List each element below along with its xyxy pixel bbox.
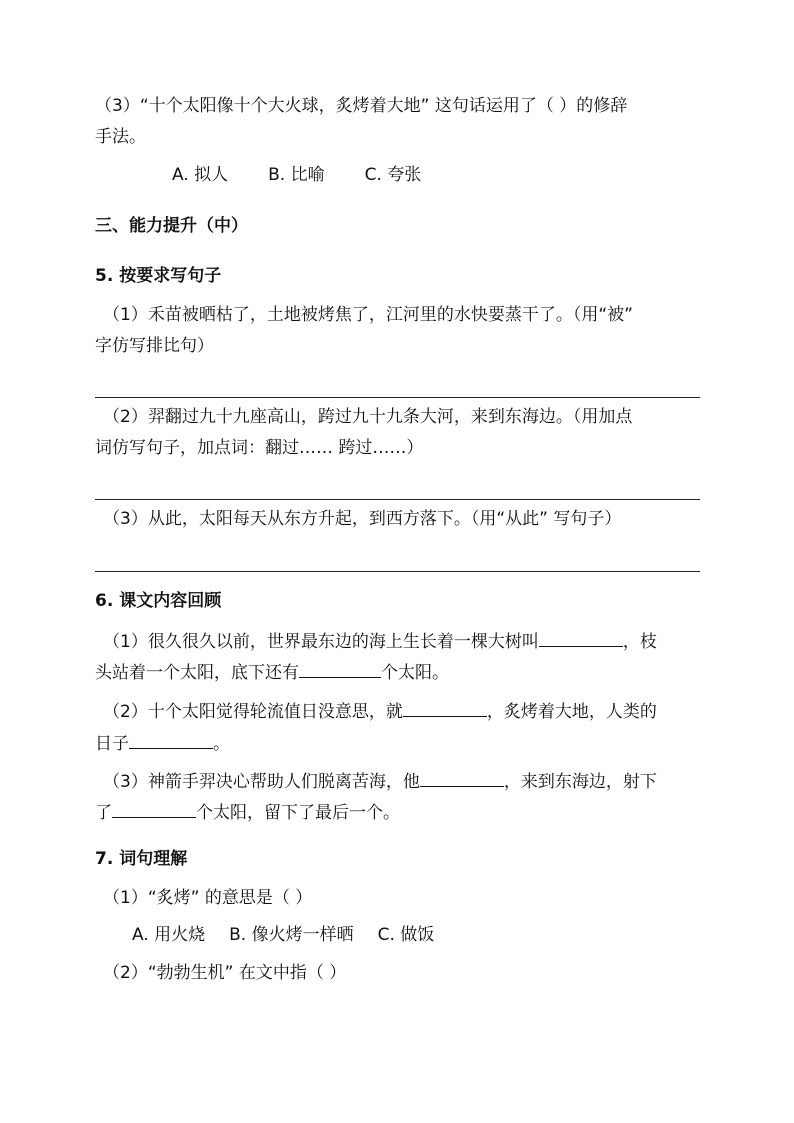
q6-item2-text-a: （2）十个太阳觉得轮流值日没意思，就	[103, 702, 403, 722]
q6-item1-text-b: ，枝	[622, 632, 657, 652]
q7-option-c[interactable]: C. 做饭	[377, 925, 435, 945]
q5-item1-line2: 字仿写排比句）	[95, 336, 214, 356]
q6-item1-line2	[95, 659, 449, 685]
q7-item1-options	[132, 923, 434, 947]
q7-option-b[interactable]: B. 像火烤一样晒	[229, 925, 354, 945]
q5-title: 5. 按要求写句子	[95, 266, 222, 286]
q3-line1: （3）“十个太阳像十个大火球，炙烤着大地” 这句话运用了（ ）的修辞	[95, 96, 628, 116]
q6-item3-line2	[95, 799, 400, 825]
answer-line[interactable]	[95, 499, 700, 500]
fill-blank[interactable]	[299, 659, 381, 678]
fill-blank[interactable]	[129, 730, 213, 749]
q6-item1-text-a: （1）很久很久以前，世界最东边的海上生长着一棵大树叫	[103, 632, 539, 652]
q6-item3-text-a: （3）神箭手羿决心帮助人们脱离苦海，他	[103, 772, 420, 792]
fill-blank[interactable]	[112, 799, 196, 818]
q6-item1-line1	[103, 628, 657, 654]
answer-line[interactable]	[95, 397, 700, 398]
q6-item2-text-c: 日子	[95, 734, 129, 754]
q6-item1-text-c: 头站着一个太阳，底下还有	[95, 663, 299, 683]
q5-item1-line1: （1）禾苗被晒枯了，土地被烤焦了，江河里的水快要蒸干了。（用“被”	[103, 305, 633, 325]
q6-item2-line2	[95, 730, 230, 756]
q6-item2-text-d: 。	[213, 734, 230, 754]
q3-line2: 手法。	[95, 127, 146, 147]
q5-item2-line1: （2）羿翻过九十九座高山，跨过九十九条大河，来到东海边。（用加点	[103, 407, 633, 427]
q6-item3-text-d: 个太阳，留下了最后一个。	[196, 803, 400, 823]
q7-item1: （1）“炙烤” 的意思是（ ）	[103, 888, 313, 908]
q6-item2-text-b: ，炙烤着大地，人类的	[486, 702, 657, 722]
answer-line[interactable]	[95, 571, 700, 572]
q6-item1-text-d: 个太阳。	[381, 663, 449, 683]
q3-options	[172, 163, 421, 187]
q6-item3-text-c: 了	[95, 803, 112, 823]
fill-blank[interactable]	[539, 628, 623, 647]
fill-blank[interactable]	[403, 698, 487, 717]
q3-option-a[interactable]: A. 拟人	[172, 165, 229, 185]
q7-option-a[interactable]: A. 用火烧	[132, 925, 206, 945]
section-heading: 三、能力提升（中）	[95, 216, 248, 236]
q3-option-c[interactable]: C. 夸张	[364, 165, 422, 185]
q3-option-b[interactable]: B. 比喻	[268, 165, 325, 185]
q5-item2-line2: 词仿写句子，加点词：翻过…… 跨过……）	[95, 438, 424, 458]
q6-item3-text-b: ，来到东海边，射下	[503, 772, 657, 792]
q6-title: 6. 课文内容回顾	[95, 591, 222, 611]
q5-item3-line1: （3）从此，太阳每天从东方升起，到西方落下。（用“从此” 写句子）	[103, 509, 622, 529]
q6-item3-line1	[103, 768, 657, 794]
q7-title: 7. 词句理解	[95, 849, 188, 869]
q7-item2: （2）“勃勃生机” 在文中指（ ）	[103, 963, 347, 983]
q6-item2-line1	[103, 698, 657, 724]
fill-blank[interactable]	[420, 768, 504, 787]
